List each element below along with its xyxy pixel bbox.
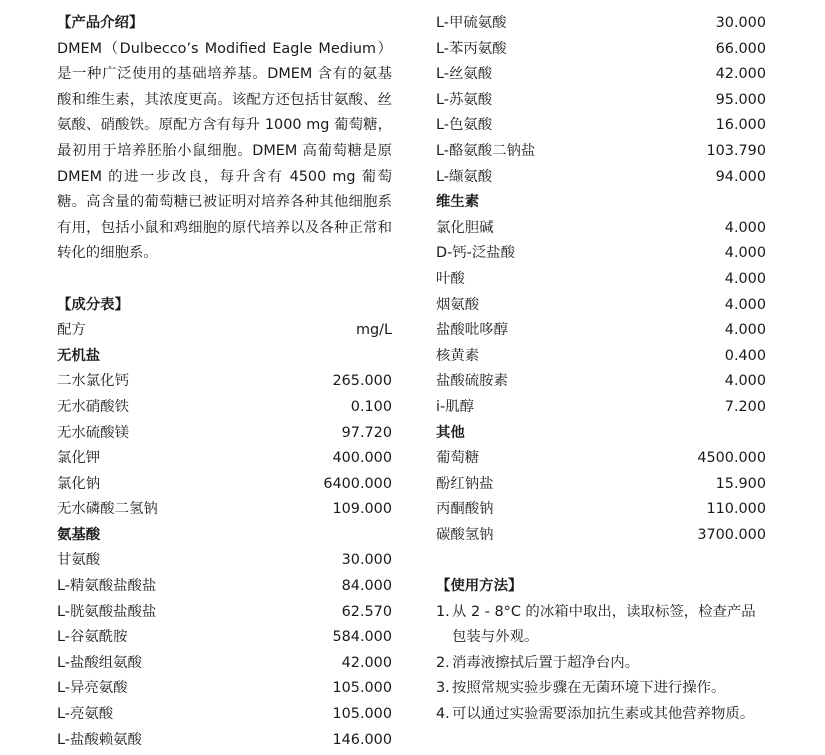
spacer [57,267,392,293]
ingredient-row [436,165,766,191]
ingredient-row [57,625,392,651]
composition-header [57,318,392,344]
ingredient-value: 42.000 [715,66,766,83]
ingredient-value: 66.000 [715,40,766,57]
ingredient-value: 4.000 [724,219,766,236]
ingredient-name: 无水硫酸镁 [57,424,129,441]
ingredient-name: 盐酸吡哆醇 [436,322,508,339]
ingredient-name: L-盐酸组氨酸 [57,654,142,671]
ingredient-row [436,472,766,498]
ingredient-row [57,369,392,395]
ingredient-value: 4.000 [724,322,766,339]
ingredient-name: L-苏氨酸 [436,91,493,108]
ingredient-name: 碳酸氢钠 [436,526,494,543]
usage-step [436,676,766,702]
ingredient-row [436,139,766,165]
ingredient-name: L-胱氨酸盐酸盐 [57,603,157,620]
ingredient-value: 30.000 [341,552,392,569]
ingredient-row [436,344,766,370]
ingredient-name: L-甲硫氨酸 [436,15,507,31]
ingredient-value: 110.000 [706,501,766,518]
usage-step-number: 4. [436,706,450,723]
ingredient-row [57,574,392,600]
ingredient-name: 氯化胆碱 [436,219,494,236]
composition-header-label: 配方 [57,322,86,339]
ingredient-name: D-钙-泛盐酸 [436,245,516,262]
ingredient-row [436,11,766,37]
ingredient-value: 94.000 [715,168,766,185]
ingredient-row [436,395,766,421]
ingredient-row [436,88,766,114]
usage-step-number: 1. [436,603,450,620]
ingredient-value: 105.000 [332,680,392,697]
ingredient-row [436,267,766,293]
right-ingredient-groups [436,190,766,548]
ingredient-name: L-丝氨酸 [436,66,493,83]
usage-step-text: 从 2 - 8°C 的冰箱中取出，读取标签，检查产品包装与外观。 [452,603,756,646]
ingredient-row [436,216,766,242]
ingredient-row [57,600,392,626]
ingredient-value: 62.570 [341,603,392,620]
ingredient-value: 95.000 [715,91,766,108]
ingredient-value: 3700.000 [697,526,766,543]
ingredient-name: L-盐酸赖氨酸 [57,731,142,748]
ingredient-name: i-肌醇 [436,398,474,415]
ingredient-row [436,446,766,472]
ingredient-name: 烟氨酸 [436,296,480,313]
ingredient-row [57,472,392,498]
ingredient-name: 丙酮酸钠 [436,501,494,518]
ingredient-row [57,548,392,574]
ingredient-value: 42.000 [341,654,392,671]
group-heading: 维生素 [436,194,480,211]
ingredient-name: 无水硝酸铁 [57,398,129,415]
ingredient-row [436,497,766,523]
group-heading: 氨基酸 [57,526,101,543]
ingredient-name: L-色氨酸 [436,117,493,134]
ingredient-row [57,497,392,523]
ingredient-name: L-苯丙氨酸 [436,40,507,57]
ingredient-row [57,446,392,472]
ingredient-value: 265.000 [332,373,392,390]
ingredient-value: 0.100 [350,398,392,415]
intro-text: DMEM（Dulbecco’s Modified Eagle Medium）是一种广泛使用的基础培养基。DMEM 含有的氨基酸和维生素，其浓度更高。该配方还包括甘氨酸、丝氨酸、硝酸铁。原配方含有每升 1000 mg 葡萄糖，最初用于培养胚胎小鼠细胞。DMEM 高葡萄糖是原 DMEM 的进一步改良，每升含有 4500 mg 葡萄糖。高含量的葡萄糖已被证明对培养各种其他细胞系有用，包括小鼠和鸡细胞的原代培养以及各种正常和转化的细胞系。 [57,40,392,262]
ingredient-name: L-异亮氨酸 [57,680,128,697]
ingredient-name: L-亮氨酸 [57,706,114,723]
ingredient-name: 叶酸 [436,270,465,287]
composition-title: 【成分表】 [57,296,129,313]
usage-step [436,651,766,677]
ingredient-value: 4.000 [724,270,766,287]
ingredient-value: 4500.000 [697,450,766,467]
usage-step [436,702,766,728]
ingredient-value: 84.000 [341,578,392,595]
ingredient-value: 4.000 [724,373,766,390]
ingredient-name: L-酪氨酸二钠盐 [436,142,536,159]
usage-step-number: 3. [436,680,450,697]
ingredient-value: 4.000 [724,296,766,313]
ingredient-value: 146.000 [332,731,392,748]
ingredient-name: 核黄素 [436,347,480,364]
ingredient-row [436,62,766,88]
ingredient-row [436,37,766,63]
composition-header-unit: mg/L [355,322,392,339]
ingredient-row [57,728,392,754]
ingredient-value: 97.720 [341,424,392,441]
usage-steps [436,600,766,728]
usage-title: 【使用方法】 [436,578,523,595]
ingredient-row [57,395,392,421]
ingredient-name: 二水氯化钙 [57,373,129,390]
usage-step [436,600,766,651]
ingredient-row [57,651,392,677]
ingredient-value: 4.000 [724,245,766,262]
ingredient-row [436,241,766,267]
ingredient-value: 400.000 [332,450,392,467]
ingredient-name: 盐酸硫胺素 [436,373,508,390]
ingredient-name: L-精氨酸盐酸盐 [57,578,157,595]
usage-step-text: 可以通过实验需要添加抗生素或其他营养物质。 [452,706,755,723]
usage-step-number: 2. [436,654,450,671]
ingredient-value: 7.200 [724,398,766,415]
ingredient-value: 30.000 [715,15,766,31]
ingredient-name: 氯化钾 [57,450,101,467]
ingredient-row [436,318,766,344]
ingredient-name: 酚红钠盐 [436,475,494,492]
ingredient-name: L-缬氨酸 [436,168,493,185]
usage-step-text: 消毒液擦拭后置于超净台内。 [452,654,640,671]
ingredient-value: 584.000 [332,629,392,646]
ingredient-row [436,523,766,549]
ingredient-value: 15.900 [715,475,766,492]
ingredient-value: 105.000 [332,706,392,723]
ingredient-value: 6400.000 [323,475,392,492]
amino-acid-continued-list [436,11,766,190]
spacer [436,548,766,574]
ingredient-row [57,421,392,447]
intro-title: 【产品介绍】 [57,15,144,31]
right-column [436,11,766,728]
ingredient-row [436,293,766,319]
left-ingredient-groups [57,344,392,754]
ingredient-row [57,702,392,728]
ingredient-row [436,113,766,139]
ingredient-name: 甘氨酸 [57,552,101,569]
group-heading: 无机盐 [57,347,101,364]
ingredient-value: 103.790 [706,142,766,159]
ingredient-row [436,369,766,395]
ingredient-value: 109.000 [332,501,392,518]
group-heading: 其他 [436,424,465,441]
ingredient-name: L-谷氨酰胺 [57,629,128,646]
ingredient-name: 葡萄糖 [436,450,480,467]
ingredient-name: 无水磷酸二氢钠 [57,501,158,518]
ingredient-value: 16.000 [715,117,766,134]
left-column [57,11,392,753]
usage-step-text: 按照常规实验步骤在无菌环境下进行操作。 [452,680,726,697]
ingredient-name: 氯化钠 [57,475,101,492]
ingredient-row [57,676,392,702]
ingredient-value: 0.400 [724,347,766,364]
